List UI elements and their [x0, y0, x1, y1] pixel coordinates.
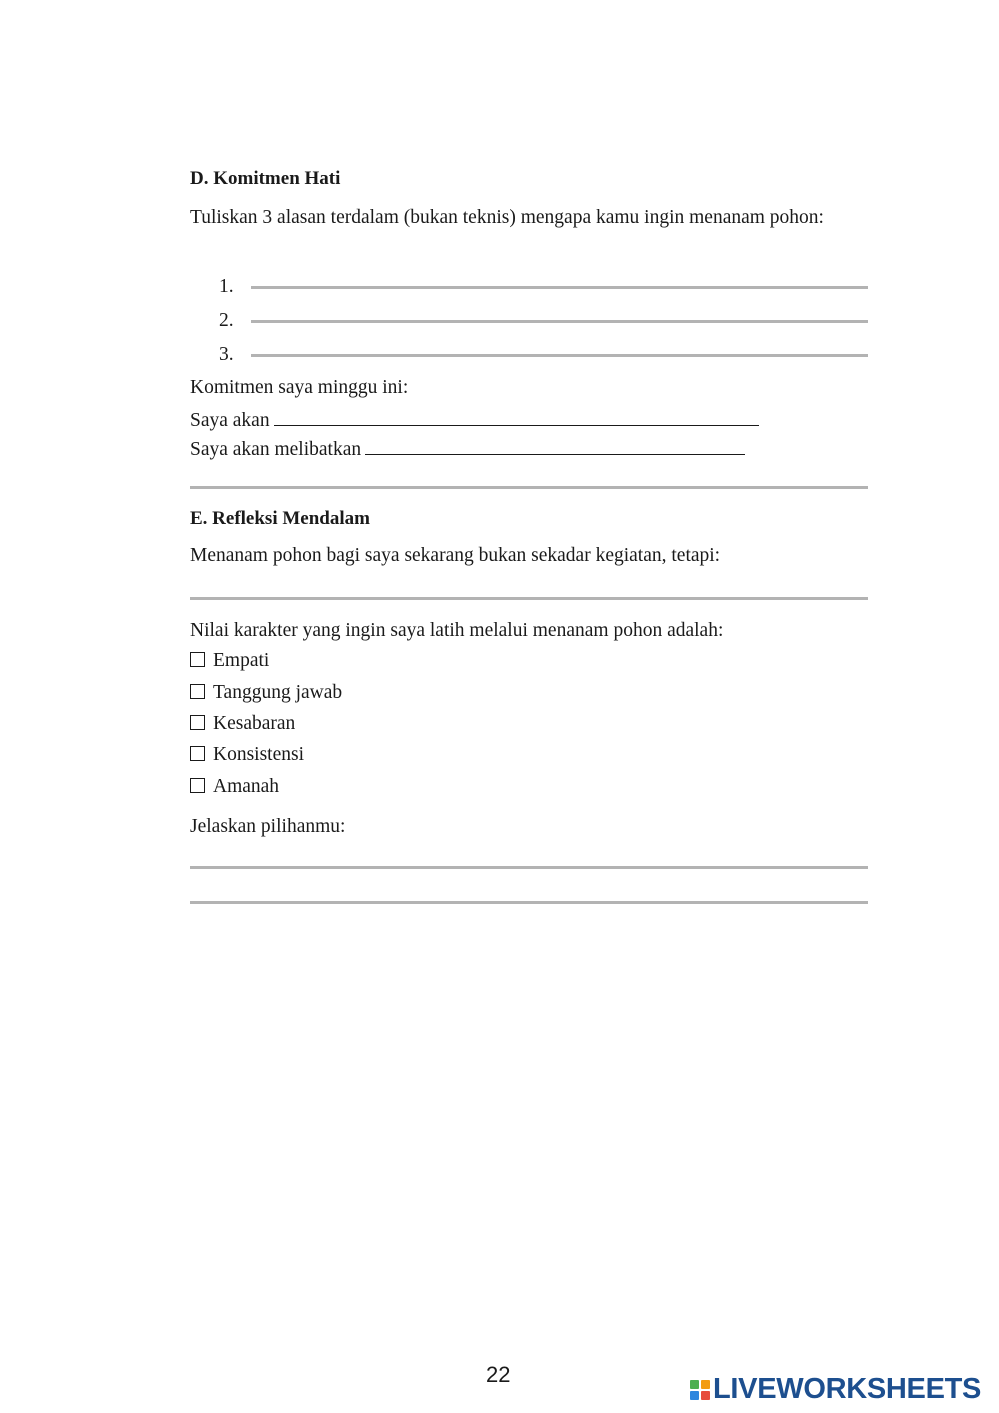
commitment-line-1-label: Saya akan: [190, 410, 270, 431]
option-konsistensi-label: Konsistensi: [213, 744, 305, 765]
reflection-answer-line[interactable]: [190, 597, 868, 600]
explain-answer-line-1[interactable]: [190, 866, 868, 869]
commitment-label: Komitmen saya minggu ini:: [190, 377, 409, 398]
section-e-prompt: Menanam pohon bagi saya sekarang bukan sekadar kegiatan, tetapi:: [190, 545, 721, 566]
page-number: 22: [486, 1362, 511, 1387]
option-amanah-label: Amanah: [213, 776, 280, 797]
explain-label: Jelaskan pilihanmu:: [190, 816, 346, 837]
commitment-blank-2[interactable]: [365, 435, 745, 455]
list-number-2: 2.: [219, 310, 234, 331]
checkbox-tanggung-jawab[interactable]: [190, 684, 205, 699]
checkbox-amanah[interactable]: [190, 778, 205, 793]
commitment-line-2: [190, 435, 745, 461]
list-number-3: 3.: [219, 344, 234, 365]
commitment-line-1: [190, 406, 759, 432]
answer-line-3[interactable]: [251, 354, 868, 357]
answer-line-2[interactable]: [251, 320, 868, 323]
option-tanggung-jawab[interactable]: [190, 682, 342, 704]
checkbox-kesabaran[interactable]: [190, 715, 205, 730]
checkbox-konsistensi[interactable]: [190, 746, 205, 761]
section-d-prompt: Tuliskan 3 alasan terdalam (bukan teknis) mengapa kamu ingin menanam pohon:: [190, 207, 824, 228]
explain-answer-line-2[interactable]: [190, 901, 868, 904]
liveworksheets-icon: [690, 1380, 710, 1400]
option-konsistensi[interactable]: [190, 744, 304, 766]
commitment-blank-1[interactable]: [274, 406, 759, 426]
option-empati-label: Empati: [213, 650, 270, 671]
option-tanggung-jawab-label: Tanggung jawab: [213, 682, 343, 703]
checkbox-empati[interactable]: [190, 652, 205, 667]
list-number-1: 1.: [219, 276, 234, 297]
values-prompt: Nilai karakter yang ingin saya latih melalui menanam pohon adalah:: [190, 620, 724, 641]
section-e-heading: E. Refleksi Mendalam: [190, 508, 370, 529]
liveworksheets-logo: [690, 1373, 981, 1406]
section-d-heading: D. Komitmen Hati: [190, 168, 341, 189]
option-kesabaran-label: Kesabaran: [213, 713, 296, 734]
answer-line-1[interactable]: [251, 286, 868, 289]
commitment-line-2-label: Saya akan melibatkan: [190, 439, 362, 460]
option-empati[interactable]: [190, 650, 269, 672]
option-amanah[interactable]: [190, 776, 279, 798]
liveworksheets-brand: LIVEWORKSHEETS: [713, 1373, 982, 1405]
section-divider: [190, 486, 868, 489]
option-kesabaran[interactable]: [190, 713, 295, 735]
